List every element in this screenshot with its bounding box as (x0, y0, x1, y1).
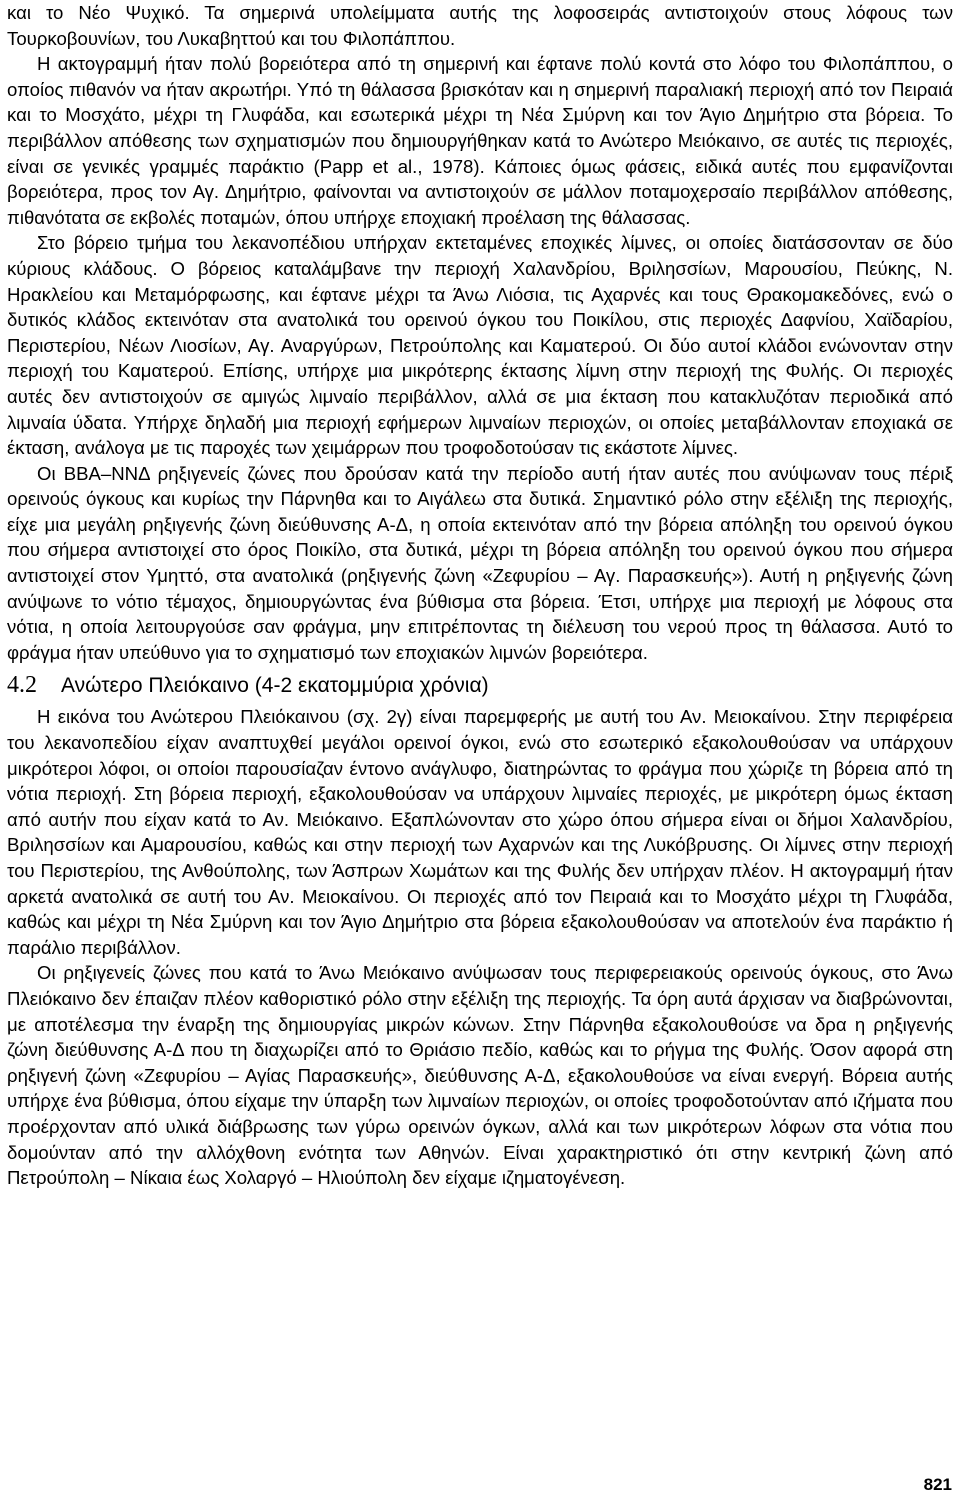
document-body (7, 0, 953, 1191)
section-title: Ανώτερο Πλειόκαινο (4-2 εκατομμύρια χρόνια) (61, 674, 489, 698)
section-heading (7, 671, 953, 700)
paragraph-seasonal-lakes: Στο βόρειο τμήμα του λεκανοπέδιου υπήρχαν εκτεταμένες εποχικές λίμνες, οι οποίες διατάσσονταν σε δύο κύριους κλάδους. Ο βόρειος καταλάμβανε την περιοχή Χαλανδρίου, Βριλησσίων, Μαρουσίου, Πεύκης, Ν. Ηρακλείου και Μεταμόρφωσης, και έφτανε μέχρι τα Άνω Λιόσια, τις Αχαρνές και τους Θρακομακεδόνες, ενώ ο δυτικός κλάδος εκτεινόταν στα ανατολικά του ορεινού όγκου του Ποικίλου, στις περιοχές Δαφνίου, Χαϊδαρίου, Περιστερίου, Νέων Λιοσίων, Αγ. Αναργύρων, Πετρούπολης και Καματερού. Οι δύο αυτοί κλάδοι ενώνονταν στην περιοχή του Καματερού. Επίσης, υπήρχε μια μικρότερης έκτασης λίμνη στην περιοχή της Φυλής. Οι περιοχές αυτές δεν αντιστοιχούν σε αμιγώς λιμναίο περιβάλλον, αλλά σε μια έκταση που κατακλυζόταν περιοδικά από λιμναία ύδατα. Υπήρχε δηλαδή μια περιοχή εφήμερων λιμναίων περιοχών, οι οποίες μεταβάλλονταν εποχιακά σε έκταση, ανάλογα με τις παροχές των χειμάρρων που τροφοδοτούσαν τις εκάστοτε λίμνες. (7, 232, 953, 459)
paragraph-coastline: Η ακτογραμμή ήταν πολύ βορειότερα από τη σημερινή και έφτανε πολύ κοντά στο λόφο του Φιλοπάππου, ο οποίος πιθανόν να ήταν ακρωτήρι. Υπό τη θάλασσα βρισκόταν και η σημερινή παραλιακή περιοχή από τον Πειραιά και το Μοσχάτο, μέχρι τη Γλυφάδα, και εσωτερικά μέχρι τη Νέα Σμύρνη και τον Άγιο Δημήτριο στα βόρεια. Το περιβάλλον απόθεσης των σχηματισμών που δημιουργήθηκαν κατά το Ανώτερο Μειόκαινο, σε αυτές τις περιοχές, είναι σε γενικές γραμμές παράκτιο (Papp et al., 1978). Κάποιες όμως φάσεις, ειδικά αυτές που εμφανίζονται βορειότερα, προς τον Αγ. Δημήτριο, φαίνονται να αντιστοιχούν σε μάλλον ποταμοχερσαίο περιβάλλον απόθεσης, πιθανότατα σε εκβολές ποταμών, όπου υπήρχε εποχιακή προέλαση της θάλασσας. (7, 53, 953, 228)
paragraph-fault-zones: Οι ΒΒΑ–ΝΝΔ ρηξιγενείς ζώνες που δρούσαν κατά την περίοδο αυτή ήταν αυτές που ανύψωναν τους πέριξ ορεινούς όγκους και κυρίως την Πάρνηθα και το Αιγάλεω στα δυτικά. Σημαντικό ρόλο στην εξέλιξη της περιοχής, είχε μια μεγάλη ρηξιγενής ζώνη διεύθυνσης Α-Δ, η οποία εκτεινόταν από την βόρεια απόληξη του ορεινού όγκου που σήμερα αντιστοιχεί στο όρος Ποικίλο, στα δυτικά, μέχρι τη βόρεια απόληξη του ορεινού όγκου που σήμερα αντιστοιχεί στον Υμηττό, στα ανατολικά (ρηξιγενής ζώνη «Ζεφυρίου – Αγ. Παρασκευής»). Αυτή η ρηξιγενής ζώνη ανύψωνε το νότιο τέμαχος, δημιουργώντας ένα βύθισμα στα βόρεια. Έτσι, υπήρχε μια περιοχή με λόφους στα νότια, η οποία λειτουργούσε σαν φράγμα, μην επιτρέποντας τη διέλευση του νερού προς τη θάλασσα. Αυτό το φράγμα ήταν υπεύθυνο για το σχηματισμό των εποχιακών λιμνών βορειότερα. (7, 462, 953, 663)
section-number: 4.2 (7, 672, 37, 699)
paragraph-upper-pliocene: Η εικόνα του Ανώτερου Πλειόκαινου (σχ. 2γ) είναι παρεμφερής με αυτή του Αν. Μειοκαίνου. Στην περιφέρεια του λεκανοπεδίου είχαν αναπτυχθεί μεγάλοι ορεινοί όγκοι, ενώ στο εσωτερικό εξακολουθούσαν να υπάρχουν μικρότεροι λόφοι, οι οποίοι παρουσίαζαν έντονο ανάγλυφο, διατηρώντας το φράγμα που χώριζε τη βόρεια από τη νότια περιοχή. Στη βόρεια περιοχή, εξακολουθούσαν να υπάρχουν λιμναίες περιοχές, με μικρότερη όμως έκταση από αυτήν που είχαν κατά το Αν. Μειόκαινο. Εξαπλώνονταν στο χώρο όπου σήμερα είναι οι δήμοι Χαλανδρίου, Βριλησσίων και Αμαρουσίου, καθώς και στην περιοχή των Αχαρνών και της Λυκόβρυσης. Οι λίμνες στην περιοχή του Περιστερίου, της Ανθούπολης, των Άσπρων Χωμάτων και της Φυλής δεν υπήρχαν πλέον. Η ακτογραμμή ήταν αρκετά ανατολικά σε αυτή του Αν. Μειοκαίνου. Οι περιοχές από τον Πειραιά και το Μοσχάτο μέχρι τη Γλυφάδα, καθώς και μέχρι τη Νέα Σμύρνη και τον Άγιο Δημήτριο στα βόρεια εξακολουθούσαν να αποτελούν ένα παράκτιο ή παράλιο περιβάλλον. (7, 706, 953, 958)
paragraph-pliocene-faults: Οι ρηξιγενείς ζώνες που κατά το Άνω Μειόκαινο ανύψωσαν τους περιφερειακούς ορεινούς όγκους, στο Άνω Πλειόκαινο δεν έπαιζαν πλέον καθοριστικό ρόλο στην εξέλιξη της περιοχής. Τα όρη αυτά άρχισαν να διαβρώνονται, με αποτέλεσμα την έναρξη της δημιουργίας μικρών κώνων. Στην Πάρνηθα εξακολουθούσε να δρα η ρηξιγενής ζώνη διεύθυνσης Α-Δ που τη διαχωρίζει από το Θριάσιο πεδίο, καθώς και το ρήγμα της Φυλής. Όσον αφορά στη ρηξιγενή ζώνη «Ζεφυρίου – Αγίας Παρασκευής», διεύθυνσης Α-Δ, εξακολουθούσε να είναι ενεργή. Βόρεια αυτής υπήρχε ένα βύθισμα, όπου είχαμε την ύπαρξη των λιμναίων περιοχών, οι οποίες τροφοδοτούνταν από ιζήματα που προέρχονταν από υλικά διάβρωσης των γύρω ορεινών όγκων, αλλά και των μικρότερων λόφων στα νότια που δομούνταν από την αλλόχθονη ενότητα των Αθηνών. Είναι χαρακτηριστικό ότι στην κεντρική ζώνη από Πετρούπολη – Νίκαια έως Χολαργό – Ηλιούπολη δεν είχαμε ιζηματογένεση. (7, 962, 953, 1189)
document-page (7, 0, 953, 1191)
paragraph-continuation: και το Νέο Ψυχικό. Τα σημερινά υπολείμματα αυτής της λοφοσειράς αντιστοιχούν στους λόφους των Τουρκοβουνίων, του Λυκαβηττού και του Φιλοπάππου. (7, 2, 953, 49)
page-number: 821 (923, 1475, 952, 1494)
